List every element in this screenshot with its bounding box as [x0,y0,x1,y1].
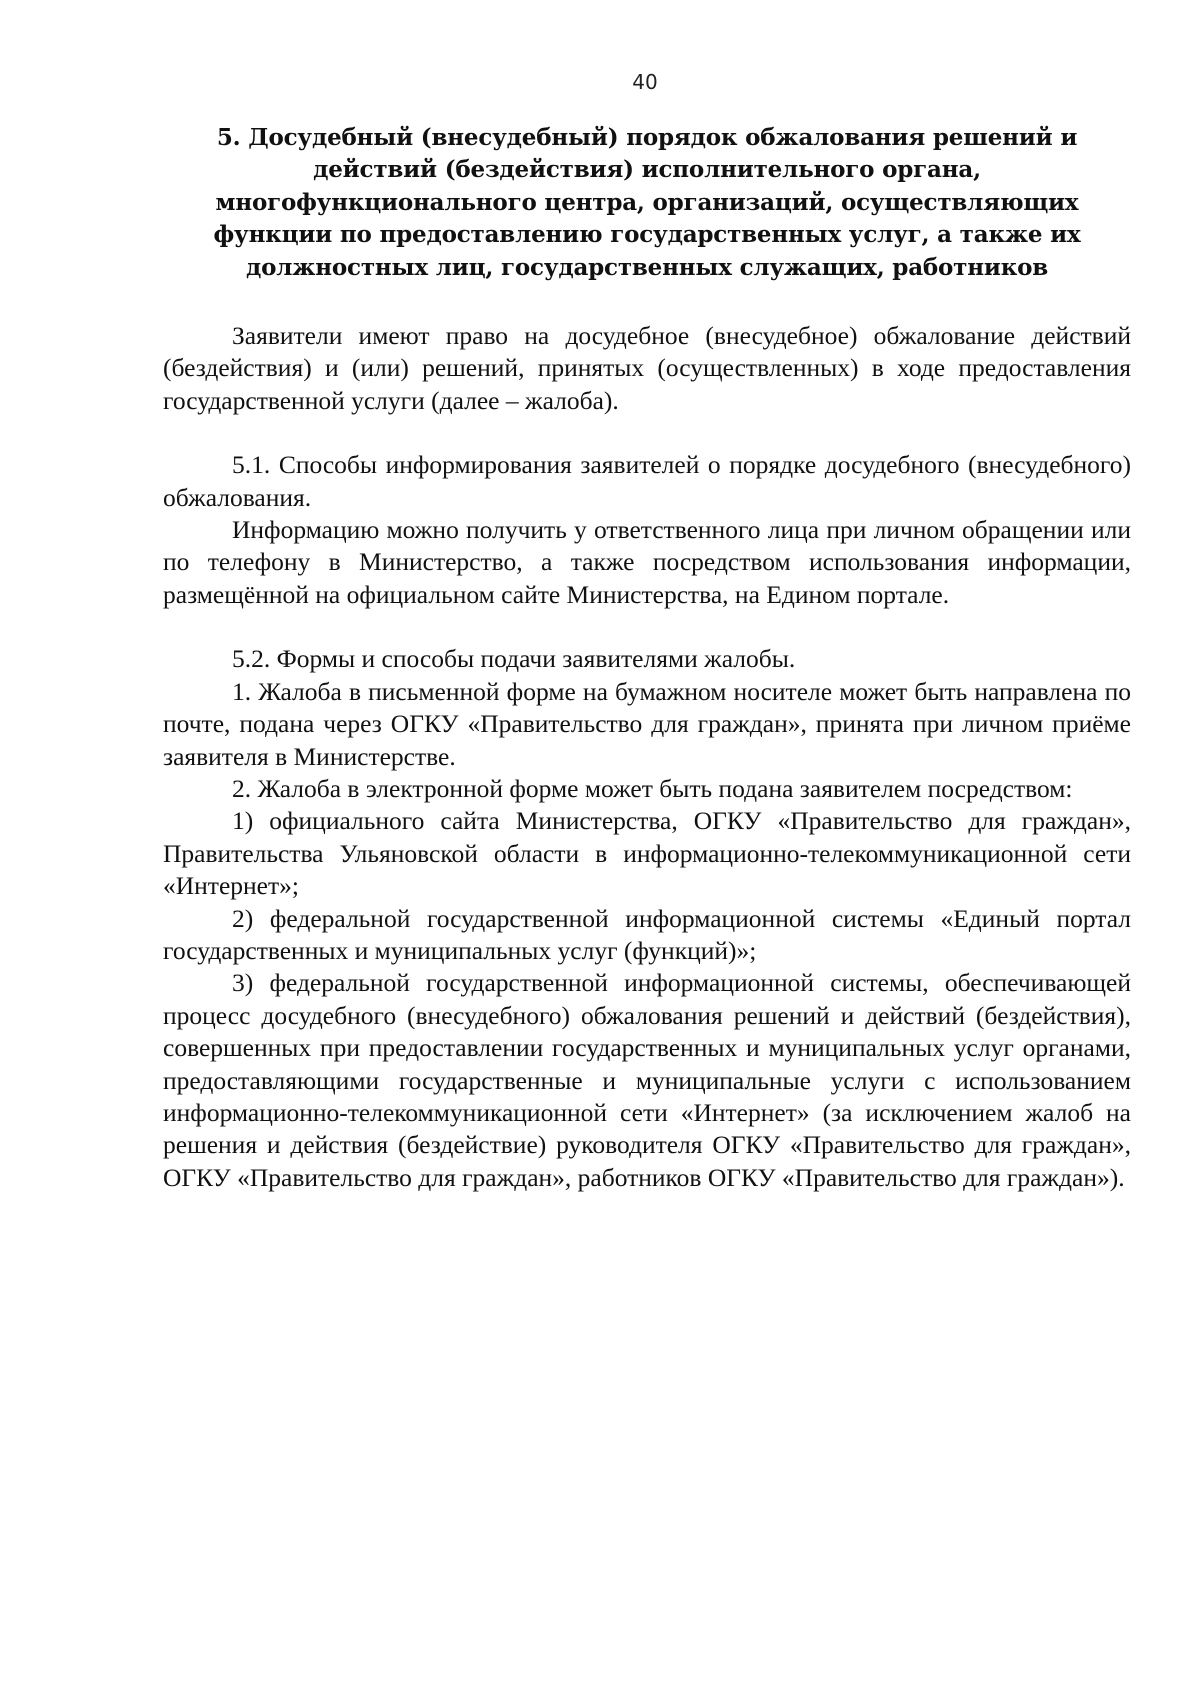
list-item-unified-portal: 2) федеральной государственной информационной системы «Единый портал государственных и муниципальных услуг (функций)»; [163,903,1131,965]
paragraph-right-to-appeal: Заявители имеют право на досудебное (внесудебное) обжалование действий (бездействия) и (или) решений, принятых (осуществленных) в ходе предоставления государственной услуги (далее – жалоба). [163,321,1131,415]
paragraph-written-complaint: 1. Жалоба в письменной форме на бумажном носителе может быть направлена по почте, подана через ОГКУ «Правительство для граждан», принята при личном приёме заявителя в Министерстве. [163,676,1131,771]
list-item-appeal-system: 3) федеральной государственной информационной системы, обеспечивающей процесс досудебного (внесудебного) обжалования решений и действий (бездействия), совершенных при предоставлении государственных и муниципальных услуг органами, предоставляющими государственные и муниципальные услуги с использованием информационно-телекоммуникационной сети «Интернет» (за исключением жалоб на решения и действия (бездействие) руководителя ОГКУ «Правительство для граждан», ОГКУ «Правительство для граждан», работников ОГКУ «Правительство для граждан»). [163,968,1131,1192]
list-item-official-site: 1) официального сайта Министерства, ОГКУ «Правительство для граждан», Правительства Ульяновской области в информационно-телекоммуникационной сети «Интернет»; [163,806,1131,901]
paragraph-5-1-title: 5.1. Способы информирования заявителей о порядке досудебного (внесудебного) обжалования. [163,450,1131,512]
section-heading: 5. Досудебный (внесудебный) порядок обжалования решений и действий (бездействия) исполнительного органа, многофункционального центра, организаций, осуществляющих функции по предоставлению государственных услуг, а также их должностных лиц, государственных служащих, работников [213,124,1081,281]
paragraph-electronic-complaint: 2. Жалоба в электронной форме может быть подана заявителем посредством: [232,773,1073,803]
paragraph-5-2-title: 5.2. Формы и способы подачи заявителями жалобы. [232,644,796,674]
document-body [163,122,1131,1194]
page-number: 40 [632,70,658,94]
paragraph-5-1-info: Информацию можно получить у ответственного лица при личном обращении или по телефону в Министерство, а также посредством использования информации, размещённой на официальном сайте Министерства, на Едином портале. [163,515,1131,609]
